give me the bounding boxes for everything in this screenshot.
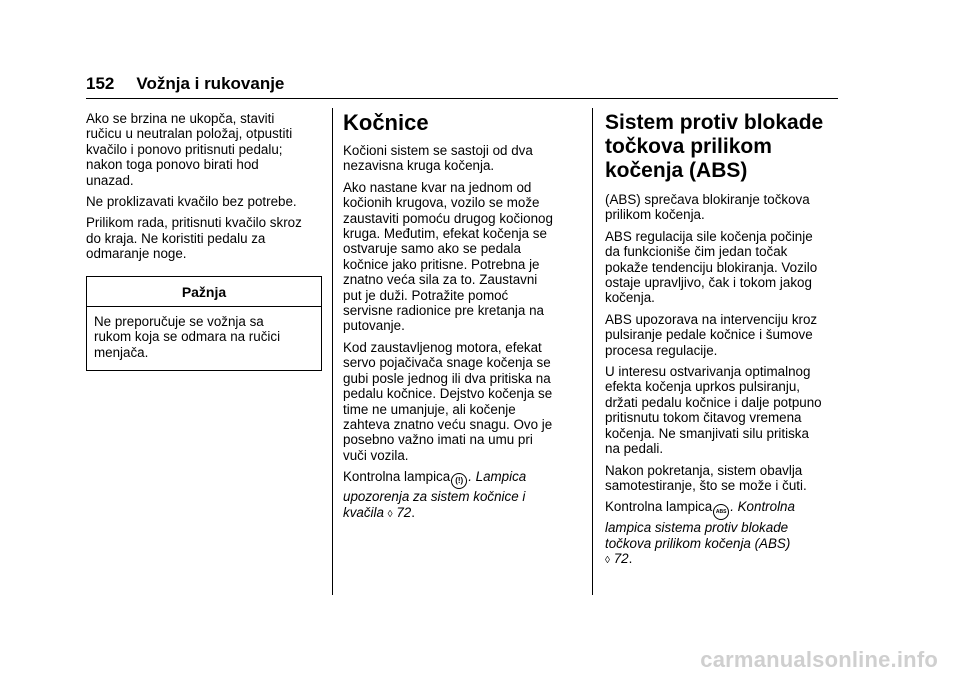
page-number: 152 [86,74,115,93]
notice-title: Pažnja [181,283,227,300]
abs-warning-icon: ABS [713,504,729,520]
cross-reference [343,469,579,522]
paragraph: Ako se brzina ne ukopča, staviti ručicu u neutralan položaj, otpustiti kvačilo i ponovo pritisnuti pedalu; nakon toga ponovo birati hod unazad. [86,111,293,188]
ref-text: . Lampica upozorenja za sistem kočnice i kvačila [343,469,527,520]
column-divider-2 [592,108,593,595]
notice-body: Ne preporučuje se vožnja sa rukom koja se odmara na ručici menjača. [94,314,281,360]
watermark: carmanualsonline.info [700,647,938,672]
header-rule [86,98,838,99]
column-1 [86,111,322,371]
ref-page-link[interactable]: 72 [613,551,629,567]
section-heading: Kočnice [343,110,429,135]
column-3 [605,111,845,575]
ref-lead: Kontrolna lampica [343,469,451,485]
cross-reference [605,499,845,568]
paragraph: Ne proklizavati kvačilo bez potrebe. [86,194,297,210]
ref-lead: Kontrolna lampica [605,499,713,515]
ref-text: . Kontrolna lampica sistema protiv blokade točkova prilikom kočenja (ABS) [605,499,795,551]
paragraph: ABS upozorava na intervenciju kroz pulsiranje pedale kočnice i šumove procesa regulacije. [605,311,818,358]
paragraph: Kod zaustavljenog motora, efekat servo pojačivača snage kočenja se gubi posle jednog ili dva pritiska na pedalu kočnice. Dejstvo kočenja se time ne umanjuje, ali kočenje zahteva znatno veću snagu. Ovo je posebno važno imati na umu pri vuči vozila. [343,339,553,463]
page-ref-arrow-icon: ◊ [605,555,610,567]
ref-page-link[interactable]: 72 [396,504,412,520]
paragraph: Kočioni sistem se sastoji od dva nezavisna kruga kočenja. [343,143,533,174]
column-2 [343,111,579,528]
paragraph: ABS regulacija sile kočenja počinje da funkcioniše čim jedan točak pokaže tendenciju blokiranja. Vozilo ostaje upravljivo, čak i tokom jakog kočenja. [605,228,818,306]
paragraph: Ako nastane kvar na jednom od kočionih krugova, vozilo se može zaustaviti pomoću drugog kočionog kruga. Međutim, efekat kočenja se ostvaruje samo ako se pedala kočnice jako pritisne. Potrebna je znatno veća sila za to. Zaustavni put je duži. Potražite pomoć servisne radionice pre kretanja na putovanje. [343,179,553,334]
paragraph: Prilikom rada, pritisnuti kvačilo skroz do kraja. Ne koristiti pedalu za odmaranje noge. [86,215,302,262]
page-header [86,74,284,94]
section-heading: Sistem protiv blokade točkova prilikom kočenja (ABS) [605,111,824,182]
paragraph: Nakon pokretanja, sistem obavlja samotestiranje, što se može i čuti. [605,462,807,493]
ref-end: . [628,551,633,567]
section-title: Vožnja i rukovanje [136,74,285,93]
paragraph: U interesu ostvarivanja optimalnog efekta kočenja uprkos pulsiranju, držati pedalu kočnice i dalje potpuno pritisnutu tokom čitavog vremena kočenja. Ne smanjivati silu pritiska na pedali. [605,364,822,457]
page-ref-arrow-icon: ◊ [387,508,393,520]
column-divider-1 [332,108,333,595]
ref-end: . [411,504,415,520]
brake-warning-icon: (!) [451,473,467,489]
caution-notice [86,276,322,372]
paragraph: (ABS) sprečava blokiranje točkova prilikom kočenja. [605,192,810,223]
